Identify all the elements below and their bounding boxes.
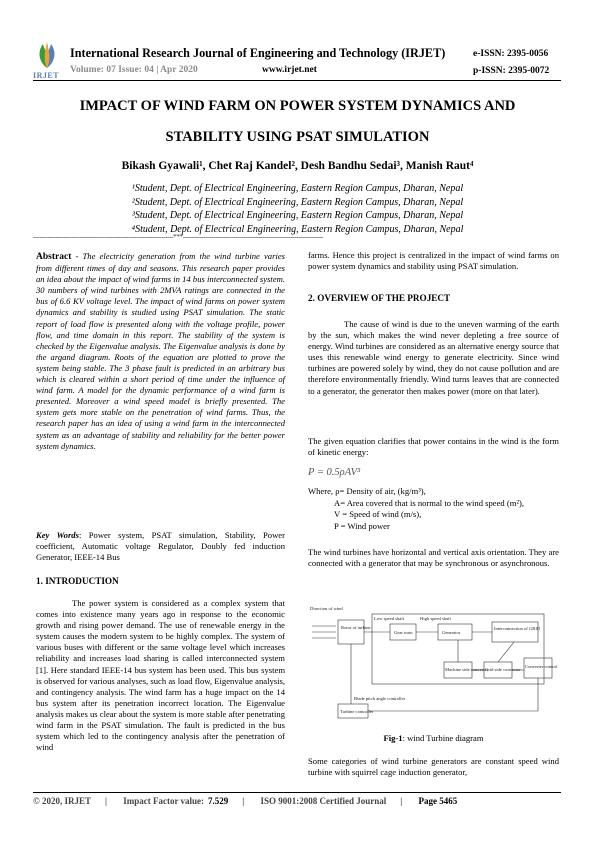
title-line-2: STABILITY USING PSAT SIMULATION (165, 129, 430, 145)
energy-paragraph: The given equation clarifies that power contains in the wind is the form of kinetic energy: (308, 436, 559, 458)
volume-issue: Volume: 07 Issue: 04 | Apr 2020 (70, 65, 198, 75)
where-power: P = Wind power (334, 520, 390, 531)
label-grid: Interconnection of GRID (494, 626, 541, 631)
label-conv-ctrl: Converter control (525, 664, 558, 669)
journal-website[interactable]: www.irjet.net (262, 65, 317, 75)
title-line-1: IMPACT OF WIND FARM ON POWER SYSTEM DYNAMICS AND (79, 98, 516, 114)
turbine-paragraph: The wind turbines have horizontal and vertical axis orientation. They are connected with a generator that may be synchronous or asynchronous. (308, 547, 559, 569)
section-separator: ---------------------------------------------------------------------***--------------------------------------------------------------------- (33, 233, 323, 241)
footer-page: Page 5465 (418, 796, 458, 806)
affiliation: ³Student, Dept. of Electrical Engineering, Eastern Region Campus, Dharan, Nepal (131, 210, 464, 221)
paper-title (40, 91, 555, 153)
abstract (36, 251, 285, 452)
intro-heading: 1. INTRODUCTION (36, 576, 119, 586)
label-generator: Generator (442, 630, 461, 635)
label-blade: Blade pitch angle controller (354, 696, 406, 701)
overview-text: The cause of wind is due to the uneven warming of the earth by the sun, which makes the wind never depleting a free source of energy. Wind turbines are considered as an alternative energy source that uses this renewable wind energy to generate electricity. Since wind turbines are powered solely by wind, they do not cause pollution and are therefore environmentally friendly. Wind turns leaves that are connected to a generator, the generator then makes power (more on that later). (308, 319, 559, 396)
intro-text: The power system is considered as a complex system that comes into existence many years ago in response to the economic growth and rising power demand. The use of renewable energy in the system causes the modern system to be highly complex. The system of various buses with different or the same voltage level which increases reliability and increases load sharing is called interconnected system [1]. Here standard IEEE-14 bus system has been used. This bus system is observed for various analyses, such as load flow, Eigenvalue analysis, and contingency analysis. The wind farm has a huge impact on the 14 bus system after its penetration incorrect location. The Eigenvalue analysis makes us clear about the system is more stable after penetrating wind farm in the PSAT simulation. The fault is predicted in the bus system which led to the contingency analysis after the penetration of wind (36, 598, 285, 753)
footer-impact-value: 7.529 (208, 796, 229, 806)
page-footer: © 2020, IRJET | Impact Factor value: 7.529 | ISO 9001:2008 Certified Journal | Page 5465 (33, 796, 458, 806)
label-machine-conv: Machine side converter (445, 667, 489, 672)
header-rule (33, 80, 561, 81)
figure-caption-label: Fig-1 (383, 733, 403, 743)
grid-box (492, 622, 538, 642)
affiliation: ²Student, Dept. of Electrical Engineering, Eastern Region Campus, Dharan, Nepal (131, 196, 464, 208)
where-area: A= Area covered that is normal to the wind speed (m²), (334, 497, 524, 508)
keywords-text: : Power system, PSAT simulation, Stability, Power coefficient, Automatic voltage Regulator, Doubly fed induction Generator, IEEE-14 Bus (36, 530, 285, 563)
label-turbine-ctrl: Turbine controller (340, 709, 374, 714)
footer-copyright: © 2020, IRJET (33, 796, 91, 806)
irjet-logo (33, 40, 61, 70)
wind-turbine-diagram (308, 596, 559, 728)
figure-caption (308, 733, 559, 743)
authors: Bikash Gyawali¹, Chet Raj Kandel², Desh Bandhu Sedai³, Manish Raut⁴ (121, 160, 474, 172)
affiliation: ⁴Student, Dept. of Electrical Engineering, Eastern Region Campus, Dharan, Nepal (131, 223, 464, 235)
label-grid-conv: Grid side converter (485, 667, 521, 672)
footer-iso: ISO 9001:2008 Certified Journal (260, 796, 387, 806)
footer-rule (33, 792, 561, 793)
label-low-shaft: Low speed shaft (374, 616, 405, 621)
power-formula: P = 0.5ρAV³ (308, 467, 361, 478)
right-paragraph-1: farms. Hence this project is centralized in the impact of wind farms on power system dynamics and stability using PSAT simulation. (308, 250, 559, 272)
where-rho: Where, ρ= Density of air, (kg/m³), (308, 486, 426, 496)
right-paragraph-5: Some categories of wind turbine generators are constant speed wind turbine with squirrel cage induction generator, (308, 756, 559, 778)
figure-caption-text: : wind Turbine diagram (402, 733, 484, 743)
abstract-text: - The electricity generation from the wind turbine varies from different times of day and seasons. This research paper provides an idea about the impact of wind farms in 14 bus interconnected system. 30 numbers of wind turbines with 2MVA ratings are connected in the bus of 6.6 KV voltage level. The impact of wind farms on power system dynamics and stability is studied using PSAT simulation. The static report of load flow is presented along with the voltage profile, power flow, and time domain in this report. The stability of the system is checked by the Eigenvalue analysis. The Eigenvalue analysis is done by the argand diagram. Roots of the equation are plotted to prove the system being stable. The 3 phase fault is predicted in an arbitrary bus which is cleared within a short period of time under the influence of wind farm. A model for the dynamic performance of a wind farm is presented. Moreover a wind speed model is briefly presented. The system gets more stable on the penetration of wind farms. Thus, the research paper has an idea of using a wind farm in the interconnected system as an advantage of stability and reliability for the better power system dynamics. (36, 251, 285, 451)
label-gear: Gear train (394, 630, 413, 635)
label-rotor: Rotor of turbine (341, 625, 371, 630)
affiliations (40, 182, 555, 236)
p-issn: p-ISSN: 2395-0072 (473, 66, 550, 76)
overview-heading: 2. OVERVIEW OF THE PROJECT (308, 293, 451, 303)
affiliation: ¹Student, Dept. of Electrical Engineering, Eastern Region Campus, Dharan, Nepal (131, 183, 464, 194)
formula-legend (308, 486, 524, 532)
label-direction: Direction of wind (310, 606, 343, 611)
e-issn: e-ISSN: 2395-0056 (473, 49, 549, 59)
logo-text: IRJET (33, 71, 60, 80)
rotor-box (338, 620, 364, 644)
keywords (36, 530, 285, 563)
journal-title: International Research Journal of Engineering and Technology (IRJET) (70, 46, 446, 60)
where-speed: V = Speed of wind (m/s), (334, 509, 422, 520)
footer-impact-label: Impact Factor value: (123, 796, 205, 806)
conv-grid-line (498, 642, 514, 662)
abstract-label: Abstract (36, 252, 72, 262)
keywords-label: Key Words (36, 530, 79, 540)
label-high-shaft: High speed shaft (420, 616, 451, 621)
